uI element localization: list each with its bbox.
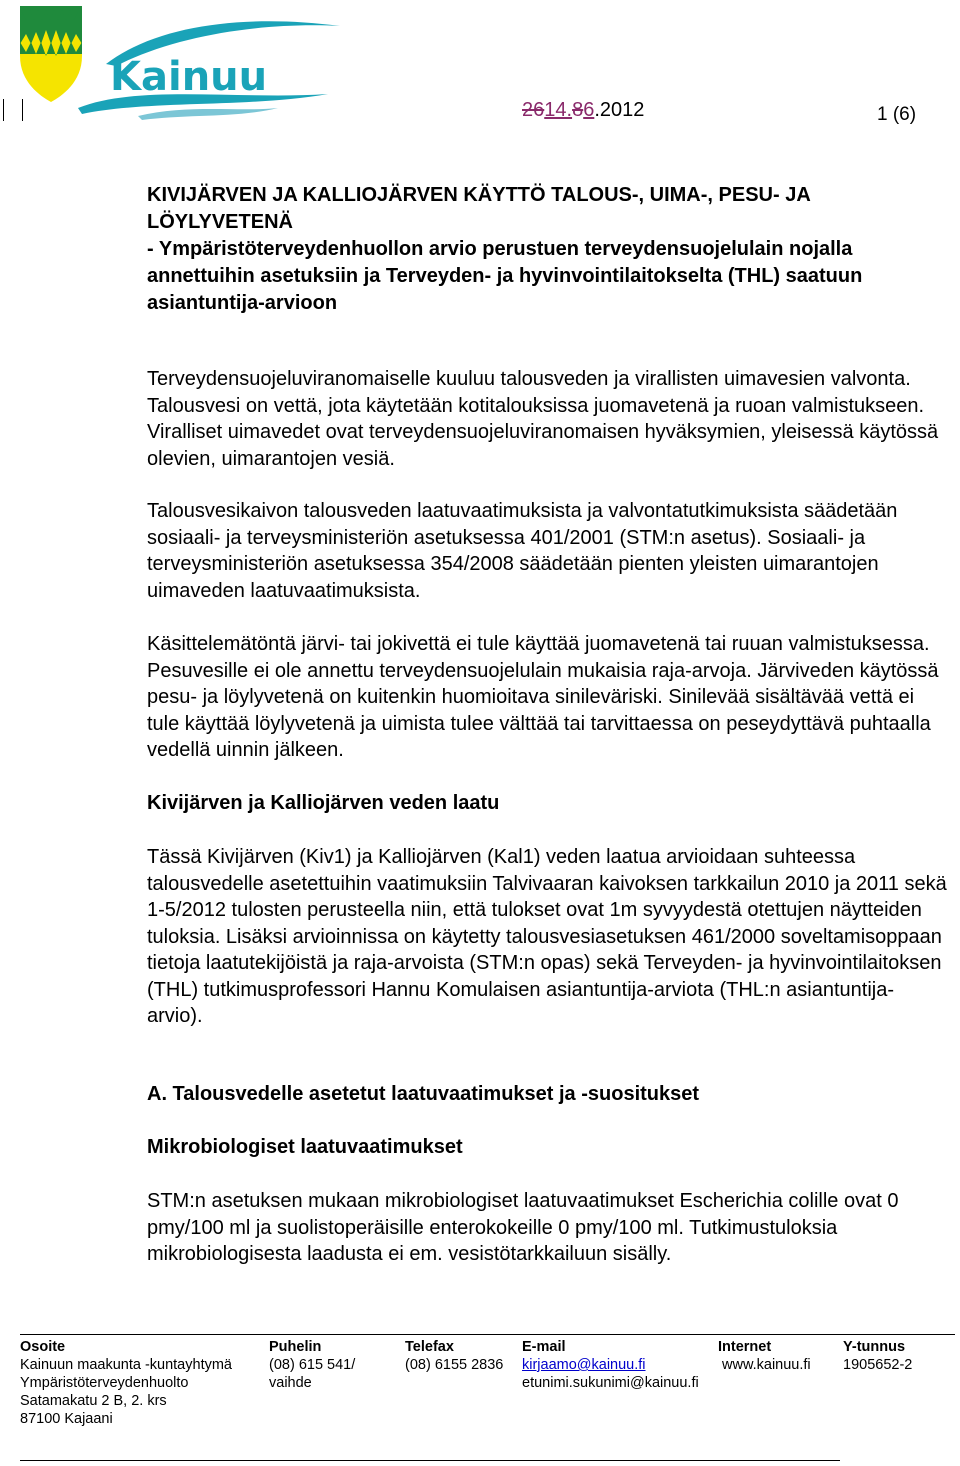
paragraph: [147, 366, 947, 472]
bottom-divider: [20, 1460, 840, 1461]
footer-divider: [20, 1334, 955, 1335]
footer-line: etunimi.sukunimi@kainuu.fi: [522, 1375, 699, 1391]
date-separator: .: [566, 99, 573, 121]
footer-line: vaihde: [269, 1375, 312, 1391]
footer-heading: Y-tunnus: [843, 1339, 906, 1355]
paragraph: [147, 498, 947, 604]
section-heading: A. Talousvedelle asetetut laatuvaatimukset ja -suositukset: [147, 1083, 700, 1105]
footer-business-id: [843, 1338, 912, 1374]
document-date: [522, 99, 644, 122]
footer-line: Satamakatu 2 B, 2. krs: [20, 1393, 167, 1409]
email-link[interactable]: kirjaamo@kainuu.fi: [522, 1357, 646, 1373]
paragraph-text: Terveydensuojeluviranomaiselle kuuluu talousveden ja virallisten uimavesien valvonta. Talousvesi on vettä, jota käytetään kotitalouksissa juomavetenä ja ruoan valmistukseen. Viralliset uimavedet ovat terveydensuojeluviranomaisen hyväksymien, yleisessä käytössä olevien, uimarantojen vesiä.: [147, 368, 939, 470]
footer-email: [522, 1338, 699, 1392]
footer-heading: Telefax: [405, 1339, 454, 1355]
footer-line: 87100 Kajaani: [20, 1411, 113, 1427]
footer-internet: [718, 1338, 811, 1374]
kainuu-logo: [18, 4, 348, 124]
title-main: KIVIJÄRVEN JA KALLIOJÄRVEN KÄYTTÖ TALOUS-, UIMA-, PESU- JA LÖYLYVETENÄ: [147, 184, 811, 233]
footer-line: (08) 615 541/: [269, 1357, 356, 1373]
footer-line: Kainuun maakunta -kuntayhtymä: [20, 1357, 232, 1373]
footer-line: 1905652-2: [843, 1357, 913, 1373]
footer-line: Ympäristöterveydenhuolto: [20, 1375, 189, 1391]
paragraph-text: STM:n asetuksen mukaan mikrobiologiset laatuvaatimukset Escherichia colille ovat 0 pmy/100 ml ja suolistoperäisille enterokokeille 0 pmy/100 ml. Tutkimustuloksia mikrobiologisesta laadusta ei em. vesistötarkkailuun sisälly.: [147, 1190, 899, 1265]
footer-heading: E-mail: [522, 1339, 566, 1355]
date-deleted-text: 8: [572, 99, 584, 121]
logo-text: Kainuu: [110, 54, 268, 100]
paragraph-text: Tässä Kivijärven (Kiv1) ja Kalliojärven (Kal1) veden laatua arvioidaan suhteessa talousvedelle asetettuihin vaatimuksiin Talvivaaran kaivoksen tarkkailun 2010 ja 2011 sekä 1-5/2012 tulosten perusteella niin, että tulokset ovat 1m syvyydestä otettujen näytteiden tuloksia. Lisäksi arvioinnissa on käytetty talousvesiasetuksen 461/2000 soveltamisoppaan tietoja laatutekijöistä ja raja-arvoista (STM:n opas) sekä Terveyden- ja hyvinvointilaitoksen (THL) tutkimusprofessori Hannu Komulaisen asiantuntija-arviota (THL:n asiantuntija-arvio).: [147, 846, 947, 1027]
footer-fax: [405, 1338, 503, 1374]
paragraph: [147, 631, 947, 764]
document-title: [147, 182, 947, 317]
footer-heading: Osoite: [20, 1339, 66, 1355]
page-number: 1 (6): [877, 104, 917, 125]
date-deleted-text: 26: [522, 99, 545, 121]
paragraph: [147, 1188, 947, 1268]
paragraph: [147, 844, 947, 1030]
website-link[interactable]: www.kainuu.fi: [722, 1357, 811, 1373]
revision-mark: [3, 99, 4, 121]
date-inserted-text: 14: [544, 99, 567, 121]
title-subtitle: - Ympäristöterveydenhuollon arvio perustuen terveydensuojelulain nojalla annettuihin asetuksiin ja Terveyden- ja hyvinvointilaitokselta (THL) saatuun asiantuntija-arvioon: [147, 238, 863, 314]
paragraph-text: Talousvesikaivon talousveden laatuvaatimuksista ja valvontatutkimuksista säädetään sosiaali- ja terveysministeriön asetuksessa 401/2001 (STM:n asetus). Sosiaali- ja terveysministeriön asetuksessa 354/2008 säädetään pienten yleisten uimarantojen uimaveden laatuvaatimuksista.: [147, 500, 898, 602]
footer-heading: Internet: [718, 1339, 772, 1355]
footer-line: (08) 6155 2836: [405, 1357, 504, 1373]
paragraph-text: Käsittelemätöntä järvi- tai jokivettä ei tule käyttää juomavetenä tai ruuan valmistuksessa. Pesuvesille ei ole annettu terveydensuojelulain mukaisia raja-arvoja. Järviveden käytössä pesu- ja löylyvetenä on kuitenkin huomioitava sinileväriski. Sinilevää sisältävää vettä ei tule käyttää löylyvetenä ja uimista tulee välttää tai tarvittaessa on peseydyttävä puhtaalla vedellä uinnin jälkeen.: [147, 633, 939, 761]
date-year: .2012: [594, 99, 645, 121]
revision-mark: [22, 99, 23, 121]
date-inserted-text: 6: [583, 99, 595, 121]
footer-phone: [269, 1338, 355, 1392]
section-heading: Kivijärven ja Kalliojärven veden laatu: [147, 792, 500, 814]
footer-address: [20, 1338, 232, 1428]
section-heading: Mikrobiologiset laatuvaatimukset: [147, 1136, 463, 1158]
footer-heading: Puhelin: [269, 1339, 322, 1355]
